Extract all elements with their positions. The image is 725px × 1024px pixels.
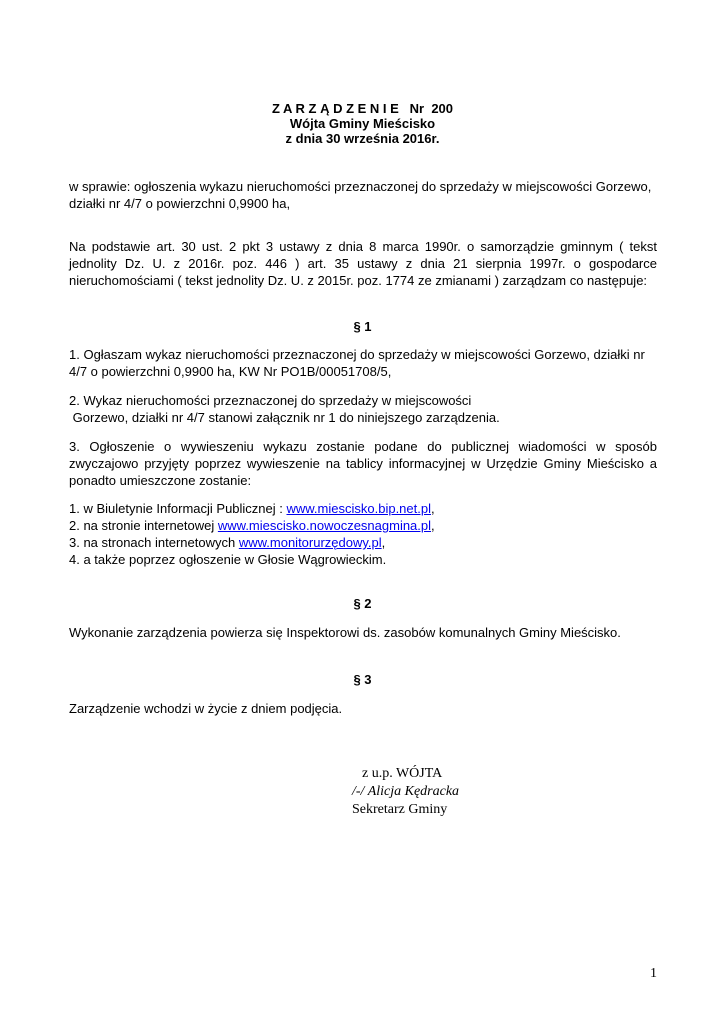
point-2-line-2: Gorzewo, działki nr 4/7 stanowi załącznik nr 1 do niniejszego zarządzenia. xyxy=(69,410,500,425)
legal-basis-paragraph: Na podstawie art. 30 ust. 2 pkt 3 ustawy z dnia 8 marca 1990r. o samorządzie gminnym ( tekst jednolity Dz. U. z 2016r. poz. 446 ) art. 35 ustawy z dnia 21 sierpnia 1997r. o gospodarce nieruchomościami ( tekst jednolity Dz. U. z 2015r. poz. 1774 ze zmianami ) zarządzam co następuje: xyxy=(69,239,657,288)
signature-block xyxy=(352,765,459,819)
list-item-text: 2. na stronie internetowej xyxy=(69,518,218,533)
signature-authority: z u.p. WÓJTA xyxy=(362,766,443,781)
list-item-suffix: , xyxy=(430,501,435,516)
date-line: z dnia 30 września 2016r. xyxy=(285,131,440,146)
section-2-heading: § 2 xyxy=(353,596,372,611)
subject-paragraph: w sprawie: ogłoszenia wykazu nieruchomości przeznaczonej do sprzedaży w miejscowości Gorzewo, działki nr 4/7 o powierzchni 0,9900 ha, xyxy=(69,179,652,211)
list-item xyxy=(69,551,657,568)
section-3-text: Zarządzenie wchodzi w życie z dniem podjęcia. xyxy=(69,701,343,716)
point-2-line-1: 2. Wykaz nieruchomości przeznaczonej do sprzedaży w miejscowości xyxy=(69,393,472,408)
section-1-point-3: 3. Ogłoszenie o wywieszeniu wykazu zostanie podane do publicznej wiadomości w sposób zwyczajowo przyjęty poprzez wywieszenie na tablicy informacyjnej w Urzędzie Gminy Mieścisko a ponadto umieszczone zostanie: xyxy=(69,439,657,488)
section-1-point-1: 1. Ogłaszam wykaz nieruchomości przeznaczonej do sprzedaży w miejscowości Gorzewo, działki nr 4/7 o powierzchni 0,9900 ha, KW Nr PO1B/00051708/5, xyxy=(69,347,645,379)
monitor-link[interactable]: www.monitorurzędowy.pl xyxy=(238,535,382,550)
section-2-text: Wykonanie zarządzenia powierza się Inspektorowi ds. zasobów komunalnych Gminy Mieścisko. xyxy=(69,625,621,640)
list-item-suffix: , xyxy=(431,518,435,533)
list-item xyxy=(69,534,657,551)
ordinance-title: Z A R Z Ą D Z E N I E Nr 200 xyxy=(271,101,454,116)
bip-link[interactable]: www.miescisko.bip.net.pl xyxy=(286,501,431,516)
list-item-text: 3. na stronach internetowych xyxy=(69,535,239,550)
publication-list xyxy=(69,500,657,568)
list-item xyxy=(69,500,657,517)
section-1-heading: § 1 xyxy=(353,319,372,334)
signature-name: /-/ Alicja Kędracka xyxy=(352,784,460,799)
list-item-suffix: , xyxy=(381,535,386,550)
document-header xyxy=(0,101,725,146)
list-item-text: 4. a także poprzez ogłoszenie w Głosie Wągrowieckim. xyxy=(69,552,387,567)
list-item xyxy=(69,517,657,534)
website-link[interactable]: www.miescisko.nowoczesnagmina.pl xyxy=(217,518,432,533)
section-3-heading: § 3 xyxy=(353,672,372,687)
list-item-text: 1. w Biuletynie Informacji Publicznej : xyxy=(69,501,287,516)
section-1-point-2 xyxy=(69,392,657,426)
issuer-line: Wójta Gminy Mieścisko xyxy=(289,116,436,131)
page-number: 1 xyxy=(650,966,657,981)
signature-title: Sekretarz Gminy xyxy=(352,802,448,817)
